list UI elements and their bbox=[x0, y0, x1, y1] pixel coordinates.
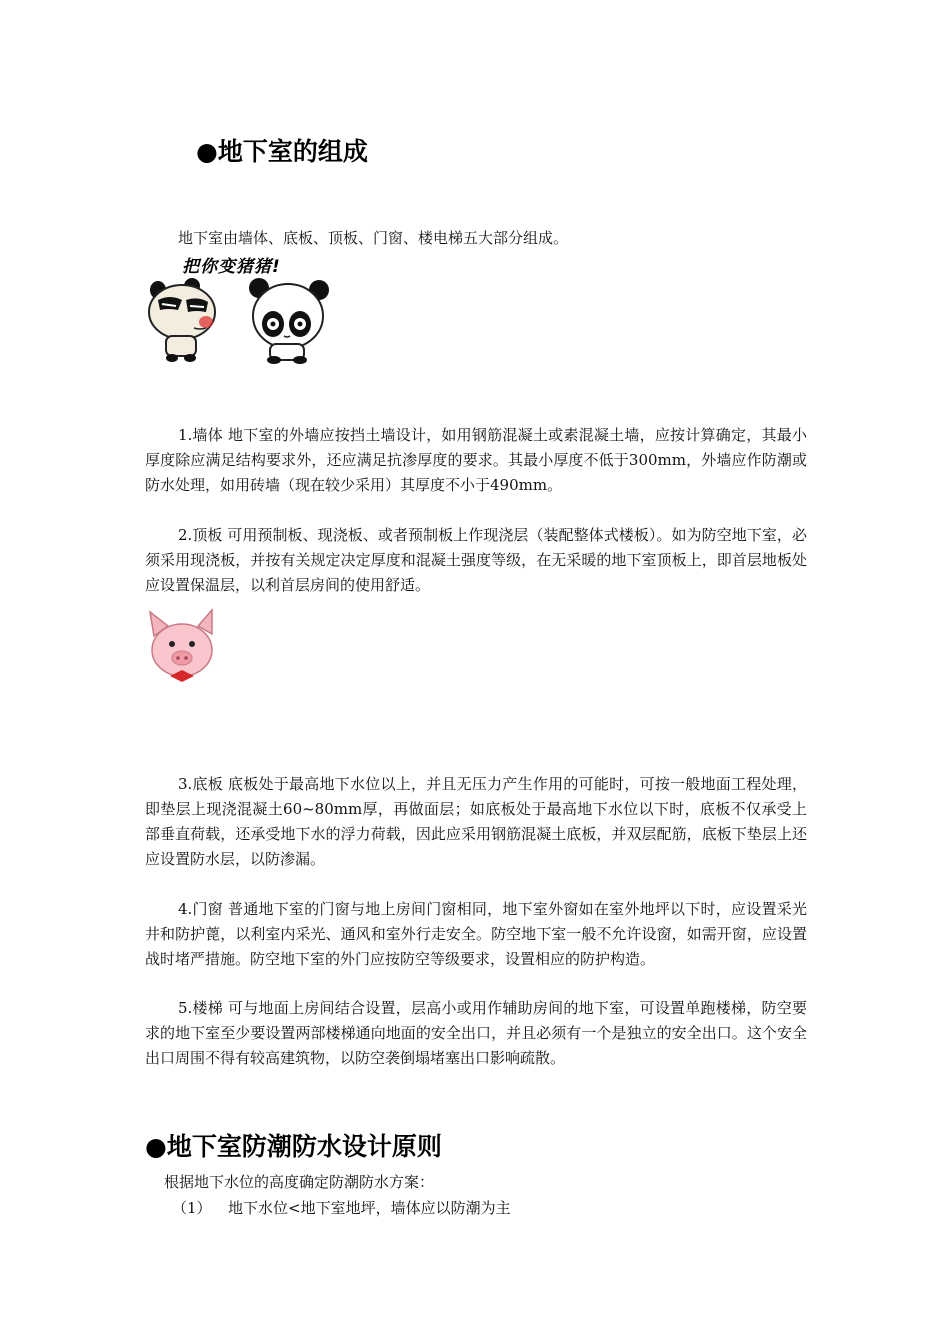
intro-composition: 地下室由墙体、底板、顶板、门窗、楼电梯五大部分组成。 bbox=[178, 229, 569, 247]
sticker-caption: 把你变猪猪! bbox=[182, 257, 281, 277]
panda-illustration bbox=[148, 250, 333, 368]
paragraph-stairs: 5.楼梯 可与地面上房间结合设置，层高小或用作辅助房间的地下室，可设置单跑楼梯，防空要求的地下室至少要设置两部楼梯通向地面的安全出口，并且必须有一个是独立的安全出口。这个安全出口周围不得有较高建筑物，以防空袭倒塌堵塞出口影响疏散。 bbox=[145, 999, 807, 1067]
list-item-1-number: （1） bbox=[172, 1199, 212, 1217]
intro-waterproofing: 根据地下水位的高度确定防潮防水方案： bbox=[164, 1173, 435, 1191]
list-item-1-text: 地下水位<地下室地坪，墙体应以防潮为主 bbox=[228, 1199, 511, 1217]
panda-sticker-image bbox=[148, 250, 333, 368]
pig-illustration bbox=[146, 608, 218, 682]
paragraph-wall: 1.墙体 地下室的外墙应按挡土墙设计，如用钢筋混凝土或素混凝土墙，应按计算确定，其最小厚度除应满足结构要求外，还应满足抗渗厚度的要求。其最小厚度不低于300mm，外墙应作防潮或防水处理，如用砖墙（现在较少采用）其厚度不小于490mm。 bbox=[145, 426, 807, 494]
section-title-waterproofing: ●地下室防潮防水设计原则 bbox=[145, 1132, 442, 1161]
section-title-composition: ●地下室的组成 bbox=[196, 137, 368, 166]
pig-sticker-image bbox=[146, 608, 218, 682]
paragraph-doors-windows: 4.门窗 普通地下室的门窗与地上房间门窗相同，地下室外窗如在室外地坪以下时，应设置采光井和防护蓖，以利室内采光、通风和室外行走安全。防空地下室一般不允许设窗，如需开窗，应设置战时堵严措施。防空地下室的外门应按防空等级要求，设置相应的防护构造。 bbox=[145, 900, 807, 968]
paragraph-floor: 3.底板 底板处于最高地下水位以上，并且无压力产生作用的可能时，可按一般地面工程处理，即垫层上现浇混凝土60~80mm厚，再做面层；如底板处于最高地下水位以下时，底板不仅承受上部垂直荷载，还承受地下水的浮力荷载，因此应采用钢筋混凝土底板，并双层配筋，底板下垫层上还应设置防水层，以防渗漏。 bbox=[145, 775, 807, 868]
paragraph-roof: 2.顶板 可用预制板、现浇板、或者预制板上作现浇层（装配整体式楼板）。如为防空地下室，必须采用现浇板，并按有关规定决定厚度和混凝土强度等级，在无采暖的地下室顶板上，即首层地板处应设置保温层，以利首层房间的使用舒适。 bbox=[145, 526, 807, 594]
